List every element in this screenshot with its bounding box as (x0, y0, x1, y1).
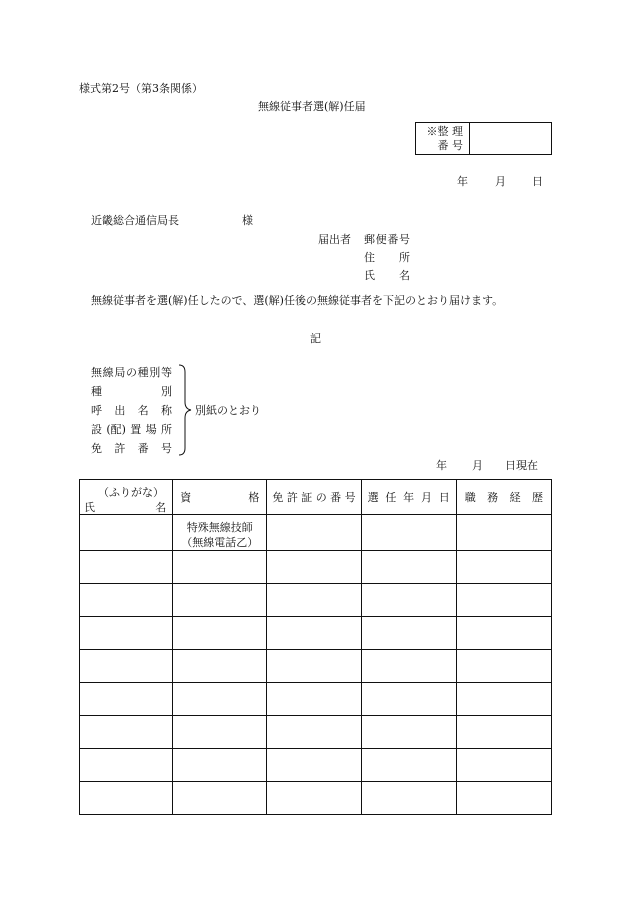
table-row (80, 551, 552, 584)
cell-career[interactable] (456, 683, 551, 716)
table-row (80, 749, 552, 782)
cell-career[interactable] (456, 782, 551, 815)
cell-license-number[interactable] (267, 617, 361, 650)
cell-appointment-date[interactable] (361, 782, 456, 815)
header-career: 職 務 経 歴 (456, 480, 551, 515)
as-of-month: 月 (472, 459, 483, 472)
cell-license-number[interactable] (267, 782, 361, 815)
table-row (80, 584, 552, 617)
header-qualification: 資 格 (173, 480, 267, 515)
cell-career[interactable] (456, 749, 551, 782)
cell-appointment-date[interactable] (361, 515, 456, 551)
reference-number-label: ※整 理 番 号 (416, 123, 470, 155)
cell-qualification[interactable] (173, 584, 267, 617)
cell-name[interactable] (80, 584, 173, 617)
addressee-honorific: 様 (242, 214, 253, 227)
header-license-number: 免 許 証 の 番 号 (267, 480, 361, 515)
postal-code-label: 郵 便 番 号 (364, 233, 410, 246)
table-row (80, 515, 552, 551)
cell-qualification[interactable] (173, 782, 267, 815)
table-header-row (80, 480, 552, 515)
as-of-year: 年 (436, 459, 447, 472)
reference-number-field[interactable] (470, 123, 552, 155)
station-ref: 別紙のとおり (195, 404, 261, 417)
header-name: （ふりがな） 氏 名 (80, 480, 173, 515)
cell-name[interactable] (80, 515, 173, 551)
cell-license-number[interactable] (267, 716, 361, 749)
cell-appointment-date[interactable] (361, 683, 456, 716)
table-row (80, 716, 552, 749)
station-item-type-etc: 無 線 局 の 種 別 等 (91, 366, 172, 379)
submission-date-month: 月 (495, 175, 506, 188)
cell-qualification[interactable] (173, 683, 267, 716)
cell-name[interactable] (80, 749, 173, 782)
cell-license-number[interactable] (267, 551, 361, 584)
cell-career[interactable] (456, 515, 551, 551)
cell-qualification[interactable] (173, 716, 267, 749)
header-appointment-date: 選 任 年 月 日 (361, 480, 456, 515)
name-label: 氏 名 (364, 269, 410, 282)
reference-number-box (415, 122, 552, 155)
cell-name[interactable] (80, 650, 173, 683)
ki-marker: 記 (310, 332, 321, 345)
table-row (80, 683, 552, 716)
cell-appointment-date[interactable] (361, 551, 456, 584)
table-row (80, 617, 552, 650)
cell-name[interactable] (80, 716, 173, 749)
cell-license-number[interactable] (267, 650, 361, 683)
cell-career[interactable] (456, 617, 551, 650)
operator-table (79, 479, 552, 815)
statement: 無線従事者を選(解)任したので、選(解)任後の無線従事者を下記のとおり届けます。 (91, 294, 504, 307)
submission-date-day: 日 (532, 175, 543, 188)
cell-name[interactable] (80, 782, 173, 815)
cell-license-number[interactable] (267, 515, 361, 551)
cell-career[interactable] (456, 650, 551, 683)
cell-name[interactable] (80, 617, 173, 650)
right-brace-icon (178, 364, 192, 456)
cell-qualification[interactable]: 特殊無線技師 （無線電話乙） (173, 515, 267, 551)
station-item-type: 種 別 (91, 385, 172, 398)
addressee-office: 近畿総合通信局長 (91, 214, 179, 227)
as-of-day: 日現在 (505, 459, 538, 472)
cell-qualification[interactable] (173, 650, 267, 683)
station-item-license-no: 免 許 番 号 (91, 442, 172, 455)
notifier-label: 届出者 (318, 233, 351, 246)
cell-appointment-date[interactable] (361, 749, 456, 782)
cell-appointment-date[interactable] (361, 650, 456, 683)
table-row (80, 782, 552, 815)
station-item-location: 設 (配) 置 場 所 (91, 423, 172, 436)
form-number: 様式第2号（第3条関係） (79, 82, 203, 95)
cell-license-number[interactable] (267, 683, 361, 716)
cell-qualification[interactable] (173, 551, 267, 584)
cell-career[interactable] (456, 716, 551, 749)
cell-appointment-date[interactable] (361, 716, 456, 749)
cell-name[interactable] (80, 683, 173, 716)
document-title: 無線従事者選(解)任届 (258, 100, 366, 113)
cell-career[interactable] (456, 584, 551, 617)
cell-career[interactable] (456, 551, 551, 584)
address-label: 住 所 (364, 251, 410, 264)
cell-qualification[interactable] (173, 749, 267, 782)
cell-license-number[interactable] (267, 584, 361, 617)
cell-license-number[interactable] (267, 749, 361, 782)
cell-name[interactable] (80, 551, 173, 584)
cell-appointment-date[interactable] (361, 584, 456, 617)
cell-appointment-date[interactable] (361, 617, 456, 650)
submission-date-year: 年 (457, 175, 468, 188)
station-item-call-sign: 呼 出 名 称 (91, 404, 172, 417)
cell-qualification[interactable] (173, 617, 267, 650)
table-row (80, 650, 552, 683)
